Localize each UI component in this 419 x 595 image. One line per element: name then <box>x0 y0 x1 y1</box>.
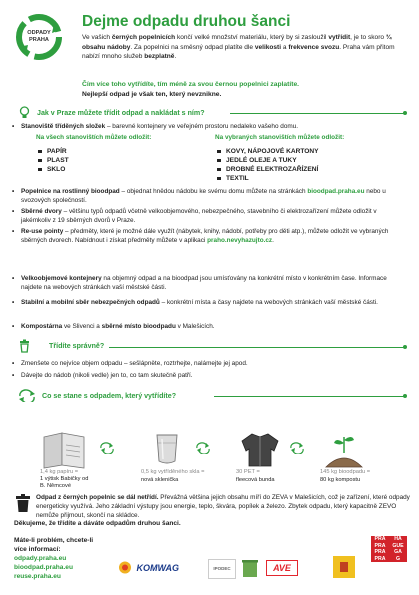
recycle-bin-logo-icon <box>239 557 261 579</box>
list-item: KOVY, NÁPOJOVÉ KARTONY <box>217 147 319 156</box>
bio-link[interactable]: bioodpad.praha.eu <box>307 188 365 195</box>
motto-green: Čím více toho vytřídíte, tím méně za svou černou popelnici zaplatíte. <box>82 81 300 88</box>
komwag-text: KOMWAG <box>136 562 179 573</box>
page-title: Dejme odpadu druhou šanci <box>82 13 291 30</box>
card-to <box>40 476 90 490</box>
motto-black: Nejlepší odpad je však ten, který nevznikne. <box>82 91 222 98</box>
compost-icon <box>322 431 366 469</box>
intro-text: . <box>174 53 177 61</box>
hazardous-text: – konkrétní místa a časy najdete na webových stránkách vaší městské části. <box>159 299 378 306</box>
praha-cell: PRA <box>371 536 389 543</box>
section2-rule <box>109 347 406 348</box>
praha-cell: GA <box>389 549 407 556</box>
section3-heading: Co se stane s odpadem, který vytřídíte? <box>42 391 177 400</box>
ipodec-logo: IPODEC <box>208 559 236 579</box>
card-from: 30 PET = <box>236 469 260 475</box>
intro-bold: vytřídit <box>328 34 351 41</box>
intro-bold: velikosti <box>254 43 282 51</box>
bottom-bold: Odpad z černých popelnic se dál netřídí. <box>36 494 159 501</box>
section1-header <box>18 106 205 119</box>
recycle-arrows-icon <box>18 389 36 402</box>
bio-text: – objednat hnědou nádobu ke svému domu můžete na stránkách <box>119 188 308 195</box>
praha-cell: PRA <box>371 549 389 556</box>
praha-cell: G <box>389 556 407 563</box>
list-item-bio <box>21 187 406 205</box>
card-from: 0,5 kg vytříděného skla = <box>141 469 205 475</box>
intro-text: Ve vašich <box>82 34 112 41</box>
lightbulb-icon <box>18 106 31 119</box>
bio-text-end: nebo u svozových společností. <box>21 188 386 205</box>
recycle-arrow-icon <box>100 442 114 454</box>
intro-text: a <box>281 43 289 51</box>
yellow-sponsor-logo <box>333 556 355 578</box>
logo-text <box>14 30 64 43</box>
tip-item: • Zmenšete co nejvíce objem odpadu – sešlápněte, roztrhejte, nalámejte jej apod. <box>21 359 406 368</box>
contact-link[interactable]: odpady.praha.eu <box>14 555 67 562</box>
bulky-text: na objemný odpad a na bioodpad jsou umísťovány na konkrétní místo v konkrétním čase. Informace najdete na webových stránkách vaší městské části. <box>21 275 387 292</box>
ave-logo: AVE <box>266 560 298 576</box>
contact-line2: více informací: <box>14 546 61 553</box>
compost-text: ve Slivenci a <box>62 323 102 330</box>
stations-title: Stanoviště tříděných složek <box>21 123 106 130</box>
rule-end-dot <box>403 345 407 349</box>
praha-logo <box>371 536 407 562</box>
intro-text: , je to skoro <box>350 34 386 41</box>
compost-text-end: v Malešicích. <box>175 323 215 330</box>
reuse-link[interactable]: praho.nevyhazujto.cz <box>207 237 273 245</box>
bottom-text: Převážná většina jejich obsahu míří do ZEVA v Malešicích, což je zařízení, které odpady energeticky využívá. Jeho základní výstupy jsou energie, teplo, škvára, popílek a železo. Zbytek odpadu, který kapacitně ZEVO nemůže přijmout, skončí na skládce. <box>36 494 410 520</box>
all-stations-list <box>38 147 69 174</box>
section3-rule <box>214 396 406 397</box>
rule-end-dot <box>403 111 407 115</box>
list-item-hazardous <box>21 298 406 307</box>
list-item: PLAST <box>38 156 69 165</box>
black-bin-icon <box>15 493 31 513</box>
yards-title: Sběrné dvory <box>21 208 62 215</box>
intro-bold: ¾ obsahu nádoby <box>82 34 392 51</box>
intro-text: končí velké množství materiálu, který by si zasloužil <box>175 34 329 41</box>
intro-paragraph <box>82 33 408 62</box>
rule-end-dot <box>403 394 407 398</box>
yards-text: – většinu typů odpadů včetně velkoobjemového, nebezpečného, stavebního či elektrozařízení můžete odložit v jakémkoliv z 19 sběrných dvorů v Praze. <box>21 208 377 225</box>
sponsor-shield-icon <box>333 556 355 578</box>
contact-line1: Máte-li problém, chcete-li <box>14 537 94 544</box>
list-item-stations <box>21 122 406 131</box>
list-item-yards <box>21 207 406 225</box>
praha-cell: GUE <box>389 543 407 550</box>
intro-text: . Praha vám přitom nabízí mnoho služeb <box>82 43 395 61</box>
logo-line1: ODPADY <box>27 30 51 36</box>
recycle-arrow-icon <box>290 442 304 454</box>
reuse-title: Re-use pointy <box>21 228 64 235</box>
card-from: 1,4 kg papíru = <box>40 469 79 475</box>
section2-header <box>18 339 104 353</box>
card-to: fleecová bunda <box>236 477 275 483</box>
tip-item: • Dávejte do nádob (nikoli vedle) jen to, co tam skutečně patří. <box>21 371 406 380</box>
section1-rule <box>230 113 406 114</box>
contact-link[interactable]: reuse.praha.eu <box>14 573 61 580</box>
recycle-arrow-icon <box>196 442 210 454</box>
jacket-icon <box>238 431 282 469</box>
some-stations-list <box>217 147 319 183</box>
compost-bold: sběrné místo bioodpadu <box>101 323 176 330</box>
reuse-text: – předměty, které je možné dále využít (nábytek, knihy, nádobí, potřeby pro děti atp.), můžete odložit ve vybraných sběrných dvorech. Nabídnout i získat předměty můžete v aplikaci <box>21 228 389 245</box>
glass-icon <box>143 431 187 469</box>
contact-link[interactable]: bioodpad.praha.eu <box>14 564 73 571</box>
thanks-text: Děkujeme, že třídíte a dáváte odpadům druhou šanci. <box>14 520 181 527</box>
all-stations-heading: Na všech stanovištích můžete odložit: <box>36 134 152 141</box>
intro-text: . Za popelnici na směsný odpad platíte dle <box>130 43 255 51</box>
praha-cell: PRA <box>371 543 389 550</box>
card-to-text: 1 výtisk Babičky od B. Němcové <box>40 476 89 489</box>
recycle-card-paper <box>40 429 130 489</box>
list-item: DROBNÉ ELEKTROZAŘÍZENÍ <box>217 165 319 174</box>
some-stations-heading: Na vybraných stanovištích můžete odložit: <box>215 134 345 141</box>
list-item: SKLO <box>38 165 69 174</box>
intro-bold: bezplatně <box>144 53 175 61</box>
praha-cell: HA <box>389 536 407 543</box>
card-to: 80 kg kompostu <box>320 477 361 483</box>
bio-title: Popelnice na rostlinný bioodpad <box>21 188 120 195</box>
section1-heading: Jak v Praze můžete třídit odpad a nakládat s ním? <box>37 108 205 117</box>
section2-heading: Třídíte správně? <box>49 342 105 350</box>
recycle-card-bio <box>320 429 410 486</box>
intro-bold: černých popelnicích <box>111 34 176 41</box>
compost-title: Kompostárna <box>21 323 63 330</box>
book-icon <box>42 431 86 469</box>
stations-text: – barevné kontejnery ve veřejném prostoru nedaleko vašeho domu. <box>105 123 299 130</box>
bottom-info <box>36 493 410 521</box>
card-from: 145 kg bioodpadu = <box>320 469 371 475</box>
reuse-text-end: . <box>272 237 274 245</box>
contact-block <box>14 536 93 581</box>
praha-cell: PRA <box>371 556 389 563</box>
logo-line2: PRAHA <box>29 36 49 43</box>
komwag-mark-icon <box>118 561 132 574</box>
recycle-card-glass <box>141 429 231 486</box>
trash-bin-icon <box>18 339 31 353</box>
card-to: nová sklenička <box>141 477 179 483</box>
section3-header <box>18 389 176 402</box>
intro-bold: frekvence svozu <box>288 43 340 51</box>
bulky-title: Velkoobjemové kontejnery <box>21 275 102 282</box>
recycle-card-pet <box>236 429 326 486</box>
list-item-compost <box>21 322 406 331</box>
list-item: PAPÍR <box>38 147 69 156</box>
komwag-logo <box>118 559 179 577</box>
list-item: JEDLÉ OLEJE A TUKY <box>217 156 319 165</box>
list-item-reuse <box>21 227 406 245</box>
list-item: TEXTIL <box>217 174 319 183</box>
hazardous-title: Stabilní a mobilní sběr nebezpečných odpadů <box>21 299 160 306</box>
list-item-bulky <box>21 274 406 292</box>
